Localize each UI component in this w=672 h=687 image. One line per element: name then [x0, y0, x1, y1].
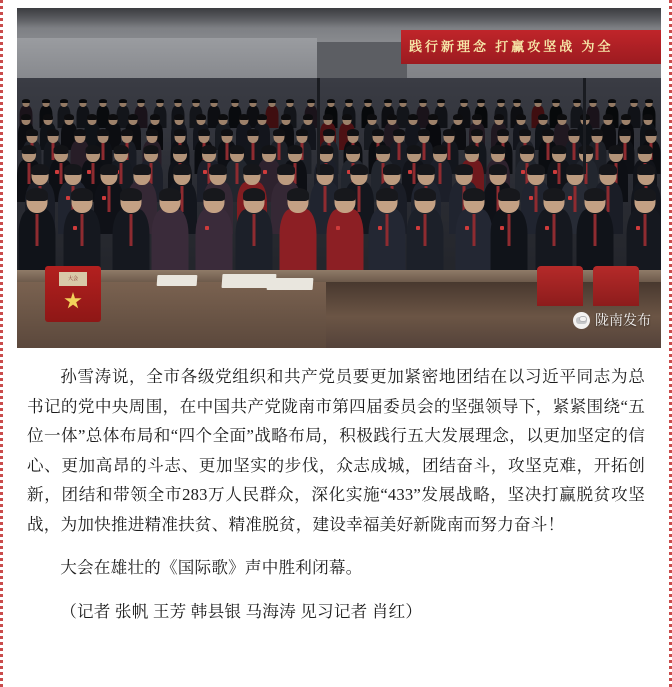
delegate-tie	[129, 214, 132, 246]
delegate-tie	[385, 214, 388, 246]
delegate-figure	[368, 185, 405, 272]
delegate-hair	[417, 164, 435, 175]
delegate-hair	[638, 145, 653, 154]
delegate-hair	[557, 114, 567, 120]
delegate-hair	[334, 188, 356, 201]
delegate-hair	[463, 188, 485, 201]
delegate-hair	[520, 145, 535, 154]
delegate-hair	[277, 164, 295, 175]
delegate-hair	[22, 145, 37, 154]
delegate-hair	[513, 99, 521, 103]
delegate-tie	[472, 214, 475, 246]
delegate-crowd	[17, 78, 661, 278]
delegate-hair	[350, 164, 368, 175]
delegate-hair	[120, 188, 142, 201]
delegate-hair	[288, 145, 303, 154]
delegate-figure	[18, 185, 55, 272]
delegate-hair	[327, 99, 335, 103]
delegate-hair	[634, 188, 656, 201]
delegate-hair	[437, 99, 445, 103]
delegate-hair	[43, 114, 53, 120]
delegate-hair	[589, 99, 597, 103]
delegate-badge	[553, 170, 557, 174]
delegate-badge	[378, 226, 382, 230]
delegate-hair	[364, 99, 372, 103]
delegate-badge	[636, 226, 640, 230]
delegate-figure	[406, 185, 443, 272]
delegate-hair	[296, 129, 308, 136]
delegate-figure	[63, 185, 100, 272]
delegate-hair	[408, 114, 418, 120]
delegate-hair	[399, 99, 407, 103]
delegate-hair	[603, 114, 613, 120]
delegate-hair	[477, 99, 485, 103]
delegate-hair	[498, 188, 520, 201]
delegate-hair	[407, 145, 422, 154]
delegate-hair	[286, 99, 294, 103]
delegate-tie	[507, 214, 510, 246]
delegate-hair	[100, 164, 118, 175]
delegate-hair	[210, 99, 218, 103]
delegate-hair	[346, 145, 361, 154]
delegate-hair	[584, 188, 606, 201]
delegate-torso	[279, 209, 316, 272]
delegate-hair	[393, 129, 405, 136]
delegate-badge	[73, 226, 77, 230]
delegate-hair	[621, 114, 631, 120]
delegate-hair	[345, 99, 353, 103]
delegate-hair	[543, 188, 565, 201]
delegate-tie	[423, 214, 426, 246]
delegate-hair	[387, 114, 397, 120]
delegate-hair	[372, 129, 384, 136]
delegate-figure	[535, 185, 572, 272]
delegate-hair	[60, 99, 68, 103]
flag-pole-right	[583, 78, 586, 174]
delegate-hair	[198, 129, 210, 136]
delegate-hair	[433, 145, 448, 154]
delegate-hair	[527, 164, 545, 175]
delegate-tie	[108, 186, 111, 212]
delegate-tie	[35, 214, 38, 246]
delegate-tie	[80, 214, 83, 246]
delegate-hair	[376, 188, 398, 201]
delegate-hair	[568, 129, 580, 136]
stage-banner: 践行新理念 打赢攻坚战 为全	[401, 30, 661, 64]
delegate-tie	[593, 214, 596, 246]
article-paragraph-1: 孙雪涛说，全市各级党组织和共产党员要更加紧密地团结在以习近平同志为总书记的党中央周围，在中国共产党陇南市第四届委员会的坚强领导下，紧紧围绕“五位一体”总体布局和“四个全面”战略布局，积极践行五大发展理念，以更加坚定的信心、更加高昂的斗志、更加坚实的步伐，众志成城，团结奋斗，攻坚克难，开拓创新，团结和带领全市283万人民群众，深化实施“433”发展战略，坚决打赢脱贫攻坚战，为加快推进精准扶贫、精准脱贫，建设幸福美好新陇南而努力奋斗！	[27, 367, 645, 534]
delegate-figure	[576, 185, 613, 272]
delegate-hair	[489, 164, 507, 175]
delegate-hair	[347, 129, 359, 136]
delegate-hair	[137, 99, 145, 103]
delegate-figure	[279, 185, 316, 272]
delegate-hair	[249, 99, 257, 103]
delegate-hair	[174, 99, 182, 103]
delegate-hair	[86, 145, 101, 154]
delegate-tie	[643, 214, 646, 246]
delegate-hair	[47, 129, 59, 136]
delegate-hair	[192, 99, 200, 103]
delegate-torso	[195, 209, 232, 272]
article-body	[17, 348, 655, 626]
delegate-figure	[151, 185, 188, 272]
delegate-hair	[307, 99, 315, 103]
delegate-hair	[247, 129, 259, 136]
delegate-hair	[367, 114, 377, 120]
delegate-hair	[262, 145, 277, 154]
delegate-hair	[643, 114, 653, 120]
delegate-badge	[205, 226, 209, 230]
delegate-hair	[268, 99, 276, 103]
delegate-hair	[71, 188, 93, 201]
delegate-figure	[326, 185, 363, 272]
watermark-label: 陇南发布	[595, 312, 651, 328]
delegate-hair	[519, 129, 531, 136]
delegate-hair	[243, 188, 265, 201]
delegate-badge	[102, 196, 106, 200]
delegate-hair	[566, 164, 584, 175]
delegate-hair	[54, 145, 69, 154]
delegate-hair	[516, 114, 526, 120]
delegate-hair	[287, 188, 309, 201]
delegate-hair	[121, 129, 133, 136]
delegate-hair	[472, 114, 482, 120]
delegate-badge	[529, 196, 533, 200]
delegate-hair	[384, 99, 392, 103]
documents-3	[157, 275, 198, 286]
delegate-hair	[534, 99, 542, 103]
delegate-hair	[323, 129, 335, 136]
delegate-badge	[465, 226, 469, 230]
delegate-hair	[281, 114, 291, 120]
delegate-badge	[500, 226, 504, 230]
delegate-hair	[494, 114, 504, 120]
delegate-hair	[144, 145, 159, 154]
delegate-hair	[552, 99, 560, 103]
delegate-hair	[257, 114, 267, 120]
delegate-hair	[42, 99, 50, 103]
delegate-hair	[150, 114, 160, 120]
delegate-hair	[243, 164, 261, 175]
delegate-hair	[418, 129, 430, 136]
delegate-hair	[645, 129, 657, 136]
delegate-hair	[599, 164, 617, 175]
delegate-hair	[26, 188, 48, 201]
delegate-hair	[497, 129, 509, 136]
delegate-figure	[490, 185, 527, 272]
delegate-tie	[252, 214, 255, 246]
delegate-hair	[218, 114, 228, 120]
delegate-hair	[173, 145, 188, 154]
conference-photo	[17, 8, 661, 348]
delegate-hair	[114, 145, 129, 154]
delegate-hair	[202, 145, 217, 154]
delegate-hair	[273, 129, 285, 136]
delegate-tie	[251, 143, 254, 160]
delegate-hair	[376, 145, 391, 154]
delegate-tie	[552, 214, 555, 246]
delegate-hair	[460, 99, 468, 103]
delegate-hair	[221, 129, 233, 136]
delegate-hair	[99, 99, 107, 103]
delegate-hair	[573, 99, 581, 103]
delegate-hair	[156, 99, 164, 103]
delegate-hair	[64, 114, 74, 120]
red-chair-2	[593, 266, 639, 306]
delegate-figure	[235, 185, 272, 272]
delegate-hair	[645, 99, 653, 103]
wechat-icon	[573, 312, 590, 329]
delegate-hair	[455, 164, 473, 175]
podium-plate: 大会	[59, 272, 87, 286]
speaker-podium	[45, 266, 101, 322]
delegate-hair	[609, 145, 624, 154]
delegate-hair	[497, 99, 505, 103]
watermark	[573, 310, 651, 330]
delegate-hair	[637, 164, 655, 175]
delegate-figure	[195, 185, 232, 272]
delegate-hair	[342, 114, 352, 120]
delegate-hair	[173, 164, 191, 175]
delegate-hair	[22, 99, 30, 103]
delegate-hair	[491, 145, 506, 154]
delegate-hair	[128, 114, 138, 120]
delegate-tie	[397, 143, 400, 160]
delegate-hair	[453, 114, 463, 120]
delegate-hair	[608, 99, 616, 103]
delegate-hair	[159, 188, 181, 201]
delegate-hair	[87, 114, 97, 120]
delegate-hair	[21, 114, 31, 120]
delegate-torso	[326, 209, 363, 272]
delegate-figure	[455, 185, 492, 272]
delegate-hair	[383, 164, 401, 175]
article-paragraph-2: 大会在雄壮的《国际歌》声中胜利闭幕。	[60, 558, 363, 578]
delegate-hair	[146, 129, 158, 136]
documents-2	[267, 278, 314, 290]
delegate-hair	[209, 164, 227, 175]
delegate-badge	[545, 226, 549, 230]
delegate-hair	[552, 145, 567, 154]
flag-pole-left	[317, 78, 320, 174]
delegate-hair	[64, 164, 82, 175]
delegate-hair	[26, 129, 38, 136]
delegate-hair	[196, 114, 206, 120]
delegate-hair	[538, 114, 548, 120]
delegate-figure	[626, 185, 661, 272]
delegate-hair	[619, 129, 631, 136]
delegate-hair	[419, 99, 427, 103]
delegate-hair	[414, 188, 436, 201]
delegate-hair	[230, 145, 245, 154]
red-chair-1	[537, 266, 583, 306]
delegate-hair	[303, 114, 313, 120]
delegate-hair	[174, 129, 186, 136]
delegate-badge	[336, 226, 340, 230]
delegate-hair	[133, 164, 151, 175]
delegate-hair	[231, 99, 239, 103]
delegate-hair	[97, 129, 109, 136]
delegate-badge	[416, 226, 420, 230]
delegate-figure	[112, 185, 149, 272]
delegate-hair	[79, 99, 87, 103]
delegate-hair	[108, 114, 118, 120]
delegate-hair	[428, 114, 438, 120]
delegate-hair	[542, 129, 554, 136]
delegate-hair	[31, 164, 49, 175]
delegate-hair	[319, 145, 334, 154]
delegate-hair	[471, 129, 483, 136]
delegate-hair	[119, 99, 127, 103]
delegate-torso	[151, 209, 188, 272]
article-byline: （记者 张帆 王芳 韩县银 马海涛 见习记者 肖红）	[60, 601, 423, 621]
delegate-hair	[74, 129, 86, 136]
delegate-hair	[591, 129, 603, 136]
party-emblem-icon	[64, 292, 82, 310]
delegate-hair	[465, 145, 480, 154]
delegate-hair	[579, 145, 594, 154]
delegate-hair	[443, 129, 455, 136]
delegate-hair	[239, 114, 249, 120]
delegate-hair	[174, 114, 184, 120]
delegate-hair	[323, 114, 333, 120]
delegate-hair	[630, 99, 638, 103]
delegate-hair	[203, 188, 225, 201]
